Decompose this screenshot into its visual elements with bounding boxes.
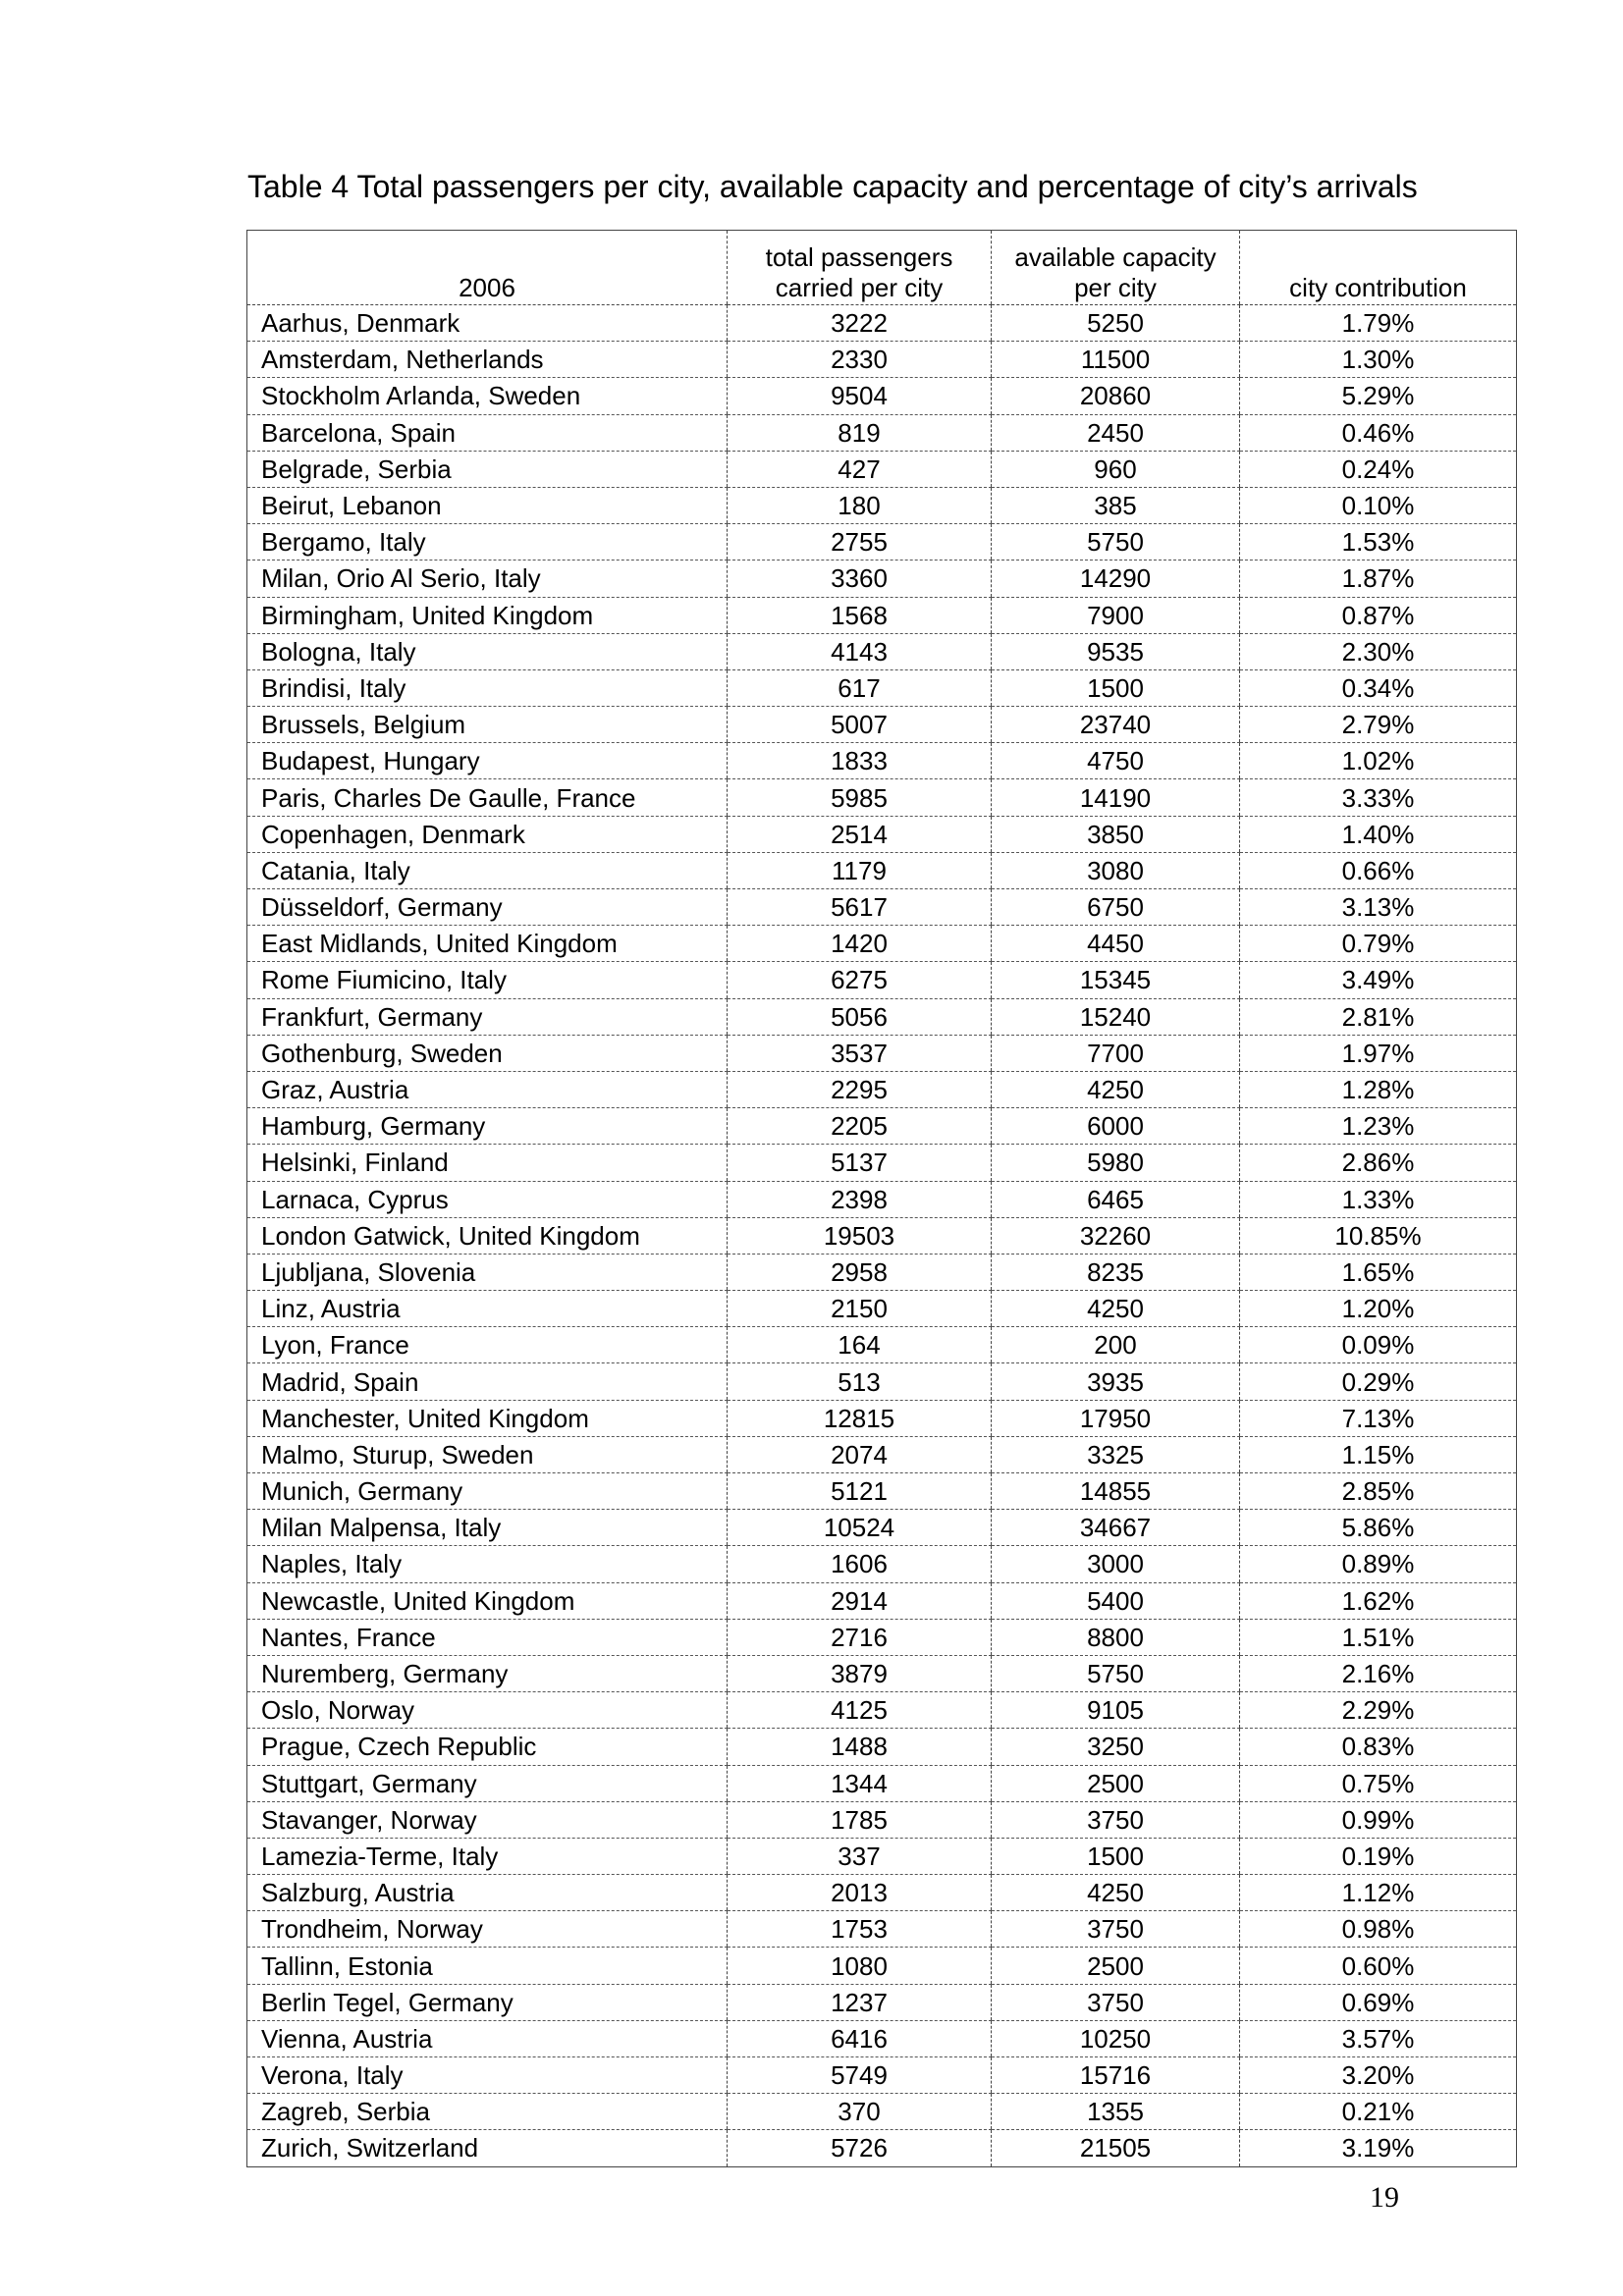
table-body <box>247 305 1517 2167</box>
table-row <box>247 633 1517 669</box>
available-capacity-cell: 3935 <box>992 1363 1240 1400</box>
city-contribution-cell: 0.89% <box>1240 1546 1517 1582</box>
total-passengers-cell: 164 <box>728 1327 992 1363</box>
total-passengers-cell: 513 <box>728 1363 992 1400</box>
available-capacity-cell: 5980 <box>992 1145 1240 1181</box>
city-contribution-cell: 2.16% <box>1240 1655 1517 1691</box>
city-contribution-cell: 0.10% <box>1240 487 1517 523</box>
city-cell: Stuttgart, Germany <box>247 1765 728 1801</box>
city-contribution-cell: 0.99% <box>1240 1801 1517 1838</box>
available-capacity-cell: 34667 <box>992 1510 1240 1546</box>
total-passengers-cell: 1179 <box>728 852 992 888</box>
city-contribution-cell: 1.79% <box>1240 305 1517 342</box>
city-contribution-cell: 0.34% <box>1240 669 1517 706</box>
city-contribution-cell: 0.75% <box>1240 1765 1517 1801</box>
available-capacity-cell: 14855 <box>992 1473 1240 1510</box>
city-cell: Aarhus, Denmark <box>247 305 728 342</box>
city-contribution-cell: 0.46% <box>1240 414 1517 451</box>
total-passengers-cell: 819 <box>728 414 992 451</box>
table-row <box>247 816 1517 852</box>
total-passengers-cell: 9504 <box>728 378 992 414</box>
table-row <box>247 561 1517 597</box>
table-row <box>247 1217 1517 1254</box>
city-contribution-cell: 1.15% <box>1240 1436 1517 1472</box>
available-capacity-cell: 8235 <box>992 1254 1240 1290</box>
total-passengers-cell: 2330 <box>728 342 992 378</box>
total-passengers-cell: 6275 <box>728 962 992 998</box>
city-contribution-cell: 2.30% <box>1240 633 1517 669</box>
city-contribution-cell: 3.33% <box>1240 779 1517 816</box>
table-row <box>247 1801 1517 1838</box>
available-capacity-cell: 3250 <box>992 1729 1240 1765</box>
city-cell: Berlin Tegel, Germany <box>247 1984 728 2020</box>
city-cell: Nantes, France <box>247 1619 728 1655</box>
table-row <box>247 2130 1517 2166</box>
available-capacity-cell: 9535 <box>992 633 1240 669</box>
available-capacity-cell: 2500 <box>992 1765 1240 1801</box>
total-passengers-cell: 5749 <box>728 2057 992 2094</box>
city-contribution-cell: 10.85% <box>1240 1217 1517 1254</box>
city-cell: Beirut, Lebanon <box>247 487 728 523</box>
city-contribution-cell: 0.24% <box>1240 451 1517 487</box>
total-passengers-cell: 5726 <box>728 2130 992 2166</box>
available-capacity-cell: 3850 <box>992 816 1240 852</box>
total-passengers-cell: 2013 <box>728 1875 992 1911</box>
available-capacity-cell: 15345 <box>992 962 1240 998</box>
city-cell: Catania, Italy <box>247 852 728 888</box>
available-capacity-cell: 9105 <box>992 1692 1240 1729</box>
city-cell: East Midlands, United Kingdom <box>247 926 728 962</box>
table-row <box>247 1619 1517 1655</box>
header-row <box>247 231 1517 305</box>
table-row <box>247 852 1517 888</box>
city-contribution-cell: 1.62% <box>1240 1582 1517 1619</box>
table-caption: Table 4 Total passengers per city, available capacity and percentage of city’s arrivals <box>247 169 1418 204</box>
city-contribution-cell: 1.33% <box>1240 1181 1517 1217</box>
city-cell: Bologna, Italy <box>247 633 728 669</box>
city-cell: Madrid, Spain <box>247 1363 728 1400</box>
city-cell: Bergamo, Italy <box>247 524 728 561</box>
total-passengers-cell: 2914 <box>728 1582 992 1619</box>
total-passengers-cell: 2716 <box>728 1619 992 1655</box>
table-row <box>247 342 1517 378</box>
available-capacity-cell: 32260 <box>992 1217 1240 1254</box>
table-row <box>247 524 1517 561</box>
table-row <box>247 962 1517 998</box>
city-cell: Munich, Germany <box>247 1473 728 1510</box>
table-row <box>247 1984 1517 2020</box>
table-row <box>247 1181 1517 1217</box>
available-capacity-cell: 1355 <box>992 2094 1240 2130</box>
table-row <box>247 1327 1517 1363</box>
total-passengers-cell: 370 <box>728 2094 992 2130</box>
total-passengers-cell: 3222 <box>728 305 992 342</box>
city-contribution-cell: 2.85% <box>1240 1473 1517 1510</box>
table-row <box>247 1510 1517 1546</box>
city-cell: Salzburg, Austria <box>247 1875 728 1911</box>
city-cell: Prague, Czech Republic <box>247 1729 728 1765</box>
total-passengers-cell: 3537 <box>728 1035 992 1071</box>
header-available-capacity: available capacity per city <box>992 231 1240 305</box>
available-capacity-cell: 960 <box>992 451 1240 487</box>
total-passengers-cell: 1420 <box>728 926 992 962</box>
available-capacity-cell: 14290 <box>992 561 1240 597</box>
city-contribution-cell: 5.86% <box>1240 1510 1517 1546</box>
total-passengers-cell: 180 <box>728 487 992 523</box>
city-contribution-cell: 1.30% <box>1240 342 1517 378</box>
city-cell: Graz, Austria <box>247 1071 728 1107</box>
city-contribution-cell: 1.51% <box>1240 1619 1517 1655</box>
table-row <box>247 1436 1517 1472</box>
available-capacity-cell: 8800 <box>992 1619 1240 1655</box>
table-row <box>247 1254 1517 1290</box>
available-capacity-cell: 1500 <box>992 1838 1240 1874</box>
available-capacity-cell: 3750 <box>992 1984 1240 2020</box>
city-cell: Lyon, France <box>247 1327 728 1363</box>
total-passengers-cell: 12815 <box>728 1400 992 1436</box>
city-contribution-cell: 1.65% <box>1240 1254 1517 1290</box>
total-passengers-cell: 2295 <box>728 1071 992 1107</box>
city-cell: Paris, Charles De Gaulle, France <box>247 779 728 816</box>
city-cell: Oslo, Norway <box>247 1692 728 1729</box>
available-capacity-cell: 3750 <box>992 1911 1240 1948</box>
city-contribution-cell: 1.53% <box>1240 524 1517 561</box>
available-capacity-cell: 14190 <box>992 779 1240 816</box>
city-cell: Hamburg, Germany <box>247 1108 728 1145</box>
table-row <box>247 1911 1517 1948</box>
total-passengers-cell: 1753 <box>728 1911 992 1948</box>
available-capacity-cell: 4750 <box>992 743 1240 779</box>
city-cell: Naples, Italy <box>247 1546 728 1582</box>
table-row <box>247 1035 1517 1071</box>
passenger-table <box>246 230 1517 2167</box>
city-cell: Milan, Orio Al Serio, Italy <box>247 561 728 597</box>
total-passengers-cell: 10524 <box>728 1510 992 1546</box>
city-contribution-cell: 1.87% <box>1240 561 1517 597</box>
city-contribution-cell: 3.20% <box>1240 2057 1517 2094</box>
city-cell: Copenhagen, Denmark <box>247 816 728 852</box>
table-row <box>247 1071 1517 1107</box>
city-cell: Stavanger, Norway <box>247 1801 728 1838</box>
city-cell: Larnaca, Cyprus <box>247 1181 728 1217</box>
available-capacity-cell: 200 <box>992 1327 1240 1363</box>
table-row <box>247 451 1517 487</box>
table-row <box>247 487 1517 523</box>
total-passengers-cell: 1488 <box>728 1729 992 1765</box>
total-passengers-cell: 5007 <box>728 707 992 743</box>
available-capacity-cell: 4250 <box>992 1291 1240 1327</box>
city-cell: Tallinn, Estonia <box>247 1948 728 1984</box>
total-passengers-cell: 1606 <box>728 1546 992 1582</box>
available-capacity-cell: 21505 <box>992 2130 1240 2166</box>
table-row <box>247 378 1517 414</box>
header-city-contribution: city contribution <box>1240 231 1517 305</box>
city-cell: Brussels, Belgium <box>247 707 728 743</box>
table-row <box>247 1765 1517 1801</box>
total-passengers-cell: 2755 <box>728 524 992 561</box>
total-passengers-cell: 5137 <box>728 1145 992 1181</box>
total-passengers-cell: 1568 <box>728 597 992 633</box>
city-contribution-cell: 1.40% <box>1240 816 1517 852</box>
table-row <box>247 707 1517 743</box>
city-contribution-cell: 2.86% <box>1240 1145 1517 1181</box>
city-cell: Düsseldorf, Germany <box>247 889 728 926</box>
available-capacity-cell: 23740 <box>992 707 1240 743</box>
available-capacity-cell: 17950 <box>992 1400 1240 1436</box>
total-passengers-cell: 4125 <box>728 1692 992 1729</box>
available-capacity-cell: 11500 <box>992 342 1240 378</box>
available-capacity-cell: 4250 <box>992 1071 1240 1107</box>
city-cell: Zagreb, Serbia <box>247 2094 728 2130</box>
available-capacity-cell: 3750 <box>992 1801 1240 1838</box>
city-contribution-cell: 0.98% <box>1240 1911 1517 1948</box>
city-contribution-cell: 0.79% <box>1240 926 1517 962</box>
available-capacity-cell: 385 <box>992 487 1240 523</box>
total-passengers-cell: 617 <box>728 669 992 706</box>
city-cell: Linz, Austria <box>247 1291 728 1327</box>
city-contribution-cell: 7.13% <box>1240 1400 1517 1436</box>
city-cell: Malmo, Sturup, Sweden <box>247 1436 728 1472</box>
available-capacity-cell: 2450 <box>992 414 1240 451</box>
available-capacity-cell: 6000 <box>992 1108 1240 1145</box>
city-cell: Stockholm Arlanda, Sweden <box>247 378 728 414</box>
city-cell: Milan Malpensa, Italy <box>247 1510 728 1546</box>
table-row <box>247 998 1517 1035</box>
header-total-passengers: total passengers carried per city <box>728 231 992 305</box>
table-row <box>247 1363 1517 1400</box>
city-cell: Newcastle, United Kingdom <box>247 1582 728 1619</box>
available-capacity-cell: 4450 <box>992 926 1240 962</box>
available-capacity-cell: 7700 <box>992 1035 1240 1071</box>
city-cell: Lamezia-Terme, Italy <box>247 1838 728 1874</box>
city-contribution-cell: 1.20% <box>1240 1291 1517 1327</box>
city-contribution-cell: 0.66% <box>1240 852 1517 888</box>
available-capacity-cell: 15716 <box>992 2057 1240 2094</box>
total-passengers-cell: 5985 <box>728 779 992 816</box>
total-passengers-cell: 2514 <box>728 816 992 852</box>
city-cell: London Gatwick, United Kingdom <box>247 1217 728 1254</box>
table-row <box>247 1546 1517 1582</box>
city-contribution-cell: 1.23% <box>1240 1108 1517 1145</box>
total-passengers-cell: 1833 <box>728 743 992 779</box>
city-contribution-cell: 3.57% <box>1240 2020 1517 2056</box>
header-year: 2006 <box>247 231 728 305</box>
table-row <box>247 1400 1517 1436</box>
city-cell: Birmingham, United Kingdom <box>247 597 728 633</box>
table-row <box>247 1145 1517 1181</box>
city-cell: Gothenburg, Sweden <box>247 1035 728 1071</box>
table-row <box>247 889 1517 926</box>
available-capacity-cell: 3325 <box>992 1436 1240 1472</box>
available-capacity-cell: 3080 <box>992 852 1240 888</box>
city-contribution-cell: 0.09% <box>1240 1327 1517 1363</box>
available-capacity-cell: 6465 <box>992 1181 1240 1217</box>
city-cell: Frankfurt, Germany <box>247 998 728 1035</box>
total-passengers-cell: 1785 <box>728 1801 992 1838</box>
city-cell: Barcelona, Spain <box>247 414 728 451</box>
city-cell: Zurich, Switzerland <box>247 2130 728 2166</box>
total-passengers-cell: 337 <box>728 1838 992 1874</box>
city-contribution-cell: 0.69% <box>1240 1984 1517 2020</box>
city-cell: Brindisi, Italy <box>247 669 728 706</box>
total-passengers-cell: 3879 <box>728 1655 992 1691</box>
total-passengers-cell: 2074 <box>728 1436 992 1472</box>
table-row <box>247 2057 1517 2094</box>
available-capacity-cell: 5750 <box>992 1655 1240 1691</box>
city-contribution-cell: 0.87% <box>1240 597 1517 633</box>
table-row <box>247 2020 1517 2056</box>
city-contribution-cell: 0.29% <box>1240 1363 1517 1400</box>
table-row <box>247 669 1517 706</box>
total-passengers-cell: 2958 <box>728 1254 992 1290</box>
city-contribution-cell: 2.79% <box>1240 707 1517 743</box>
total-passengers-cell: 5121 <box>728 1473 992 1510</box>
available-capacity-cell: 5750 <box>992 524 1240 561</box>
city-cell: Verona, Italy <box>247 2057 728 2094</box>
city-cell: Budapest, Hungary <box>247 743 728 779</box>
table-row <box>247 1473 1517 1510</box>
city-contribution-cell: 3.13% <box>1240 889 1517 926</box>
city-contribution-cell: 0.21% <box>1240 2094 1517 2130</box>
table-row <box>247 305 1517 342</box>
city-contribution-cell: 5.29% <box>1240 378 1517 414</box>
total-passengers-cell: 2205 <box>728 1108 992 1145</box>
available-capacity-cell: 2500 <box>992 1948 1240 1984</box>
city-contribution-cell: 3.19% <box>1240 2130 1517 2166</box>
total-passengers-cell: 1237 <box>728 1984 992 2020</box>
city-cell: Rome Fiumicino, Italy <box>247 962 728 998</box>
city-cell: Helsinki, Finland <box>247 1145 728 1181</box>
table-row <box>247 1948 1517 1984</box>
city-contribution-cell: 0.60% <box>1240 1948 1517 1984</box>
total-passengers-cell: 5056 <box>728 998 992 1035</box>
available-capacity-cell: 15240 <box>992 998 1240 1035</box>
city-cell: Vienna, Austria <box>247 2020 728 2056</box>
available-capacity-cell: 1500 <box>992 669 1240 706</box>
page-number: 19 <box>1370 2181 1399 2214</box>
total-passengers-cell: 2150 <box>728 1291 992 1327</box>
available-capacity-cell: 5400 <box>992 1582 1240 1619</box>
total-passengers-cell: 6416 <box>728 2020 992 2056</box>
city-cell: Belgrade, Serbia <box>247 451 728 487</box>
total-passengers-cell: 1080 <box>728 1948 992 1984</box>
available-capacity-cell: 20860 <box>992 378 1240 414</box>
total-passengers-cell: 4143 <box>728 633 992 669</box>
available-capacity-cell: 10250 <box>992 2020 1240 2056</box>
city-contribution-cell: 1.12% <box>1240 1875 1517 1911</box>
table-row <box>247 743 1517 779</box>
table-row <box>247 779 1517 816</box>
table-row <box>247 1692 1517 1729</box>
table-row <box>247 1291 1517 1327</box>
table-row <box>247 926 1517 962</box>
total-passengers-cell: 5617 <box>728 889 992 926</box>
available-capacity-cell: 3000 <box>992 1546 1240 1582</box>
table-row <box>247 1729 1517 1765</box>
table-row <box>247 1582 1517 1619</box>
available-capacity-cell: 4250 <box>992 1875 1240 1911</box>
city-cell: Manchester, United Kingdom <box>247 1400 728 1436</box>
available-capacity-cell: 7900 <box>992 597 1240 633</box>
city-contribution-cell: 0.83% <box>1240 1729 1517 1765</box>
table-row <box>247 597 1517 633</box>
table-row <box>247 1838 1517 1874</box>
total-passengers-cell: 427 <box>728 451 992 487</box>
city-contribution-cell: 2.81% <box>1240 998 1517 1035</box>
city-cell: Trondheim, Norway <box>247 1911 728 1948</box>
available-capacity-cell: 5250 <box>992 305 1240 342</box>
total-passengers-cell: 3360 <box>728 561 992 597</box>
total-passengers-cell: 2398 <box>728 1181 992 1217</box>
available-capacity-cell: 6750 <box>992 889 1240 926</box>
table-row <box>247 2094 1517 2130</box>
table-row <box>247 1108 1517 1145</box>
table-row <box>247 1655 1517 1691</box>
total-passengers-cell: 19503 <box>728 1217 992 1254</box>
city-contribution-cell: 2.29% <box>1240 1692 1517 1729</box>
city-cell: Nuremberg, Germany <box>247 1655 728 1691</box>
table-row <box>247 414 1517 451</box>
table-row <box>247 1875 1517 1911</box>
city-cell: Amsterdam, Netherlands <box>247 342 728 378</box>
city-contribution-cell: 1.02% <box>1240 743 1517 779</box>
city-contribution-cell: 1.97% <box>1240 1035 1517 1071</box>
total-passengers-cell: 1344 <box>728 1765 992 1801</box>
city-contribution-cell: 0.19% <box>1240 1838 1517 1874</box>
city-contribution-cell: 1.28% <box>1240 1071 1517 1107</box>
city-contribution-cell: 3.49% <box>1240 962 1517 998</box>
city-cell: Ljubljana, Slovenia <box>247 1254 728 1290</box>
